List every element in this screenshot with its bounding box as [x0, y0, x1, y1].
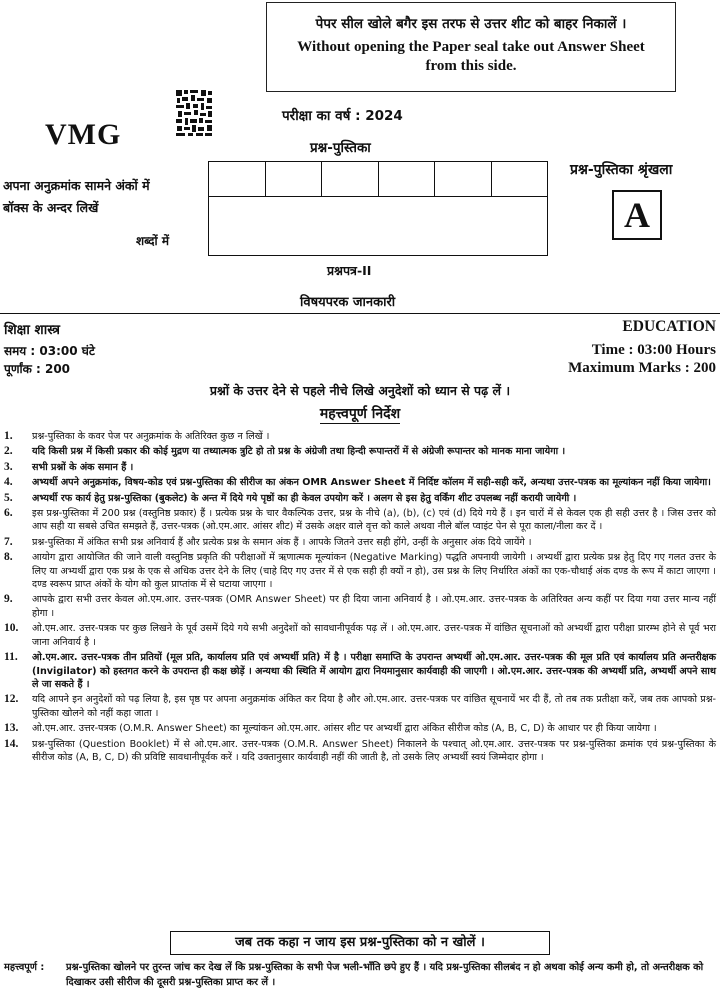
item-number: 12. [4, 693, 19, 706]
roll-number-digit-boxes[interactable] [208, 161, 548, 197]
item-text: आयोग द्वारा आयोजित की जाने वाली वस्तुनिष्ठ प्रकृति की परीक्षाओं में ऋणात्मक मूल्यांकन (Negative Marking) पद्धति अपनायी जायेगी । अभ्यर्थी द्वारा प्रत्येक प्रश्न हेतु दिए गए गलत उत्तर के लिए या अभ्यर्थी द्वारा एक प्रश्न के एक से अधिक उत्तर देने के लिए (चाहे दिए गए उत्तर में से एक सही ही क्यों न हो), उस प्रश्न के लिए निर्धारित अंकों का एक-चौथाई अंक दण्ड के रूप में काटा जाएगा । दण्ड स्वरूप प्राप्त अंकों के योग को कुल प्राप्तांक में से घटाया जाएगा । [32, 552, 716, 591]
item-text: सभी प्रश्नों के अंक समान हैं । [32, 461, 134, 473]
instructions-heading [0, 404, 720, 423]
item-text: प्रश्न-पुस्तिका (Question Booklet) में से ओ.एम.आर. उत्तर-पत्रक (O.M.R. Answer Sheet) निकालने के पश्चात् ओ.एम.आर. उत्तर-पत्रक पर प्रश्न-पुस्तिका क्रमांक एवं प्रश्न-पुस्तिका के सीरीज कोड (A, B, C, D) की प्रविष्टि सावधानीपूर्वक करें । यदि उक्तानुसार कार्यवाही नहीं की जाती है, तो उसके लिए अभ्यर्थी स्वयं जिम्मेदार होगा । [32, 738, 716, 763]
item-number: 3. [4, 460, 13, 473]
seal-english-line1: Without opening the Paper seal take out Answer Sheet [297, 39, 645, 55]
item-number: 8. [4, 551, 13, 564]
list-item [4, 461, 716, 474]
list-item [4, 492, 716, 505]
list-item [4, 476, 716, 489]
subject-title: विषयपरक जानकारी [300, 295, 396, 310]
subject-english: EDUCATION [622, 318, 716, 335]
marks-hindi: पूर्णांक : 200 [4, 362, 71, 376]
list-item [4, 693, 716, 720]
seal-english-line2: from this side. [425, 58, 517, 74]
item-number: 6. [4, 507, 13, 520]
do-not-open-notice: जब तक कहा न जाय इस प्रश्न-पुस्तिका को न खोलें । [170, 931, 550, 955]
roll-digit-box[interactable] [492, 162, 548, 196]
item-number: 13. [4, 722, 19, 735]
subject-hindi: शिक्षा शास्त्र [4, 322, 60, 338]
barcode-icon [174, 88, 214, 138]
list-item [4, 445, 716, 458]
roll-label-line1: अपना अनुक्रमांक सामने अंकों में [3, 178, 150, 193]
roll-label-line2: बॉक्स के अन्दर लिखें [3, 200, 99, 215]
seal-hindi-text: पेपर सील खोले बगैर इस तरफ से उत्तर शीट को बाहर निकालें । [315, 16, 627, 32]
booklet-series-box: A [612, 190, 662, 240]
roll-number-instruction [3, 175, 203, 219]
footer-note-label: महत्त्वपूर्ण : [4, 962, 45, 973]
brand-title: VMG [45, 118, 122, 151]
item-text: ओ.एम.आर. उत्तर-पत्रक पर कुछ लिखने के पूर्व उसमें दिये गये सभी अनुदेशों को सावधानीपूर्वक पढ़ लें । ओ.एम.आर. उत्तर-पत्रक में वांछित सूचनाओं को अभ्यर्थी द्वारा परीक्षा प्रारम्भ होने से पूर्व भरा जाना अनिवार्य है । [32, 623, 716, 648]
list-item [4, 507, 716, 534]
instructions-heading-text: महत्त्वपूर्ण निर्देश [319, 406, 401, 422]
list-item [4, 593, 716, 620]
roll-digit-box[interactable] [266, 162, 323, 196]
roll-digit-box[interactable] [435, 162, 492, 196]
list-item [4, 722, 716, 735]
list-item [4, 738, 716, 765]
item-text: ओ.एम.आर. उत्तर-पत्रक (O.M.R. Answer Sheet) का मूल्यांकन ओ.एम.आर. आंसर शीट पर अभ्यर्थी द्वारा अंकित सीरीज कोड (A, B, C, D) के आधार पर ही किया जायेगा । [32, 723, 657, 735]
list-item [4, 536, 716, 549]
important-footer-note [4, 960, 718, 990]
list-item [4, 651, 716, 691]
item-number: 4. [4, 476, 13, 489]
item-text: अभ्यर्थी अपने अनुक्रमांक, विषय-कोड एवं प्रश्न-पुस्तिका की सीरीज का अंकन OMR Answer Sheet में निर्दिष्ट कॉलम में सही-सही करें, अन्यथा उत्तर-पत्रक का मूल्यांकन नहीं किया जायेगा। [32, 477, 711, 489]
booklet-title: प्रश्न-पुस्तिका [310, 140, 371, 156]
item-text: अभ्यर्थी रफ कार्य हेतु प्रश्न-पुस्तिका (बुकलेट) के अन्त में दिये गये पृष्ठों का ही केवल उपयोग करें । अलग से इस हेतु वर्किंग शीट उपलब्ध नहीं करायी जायेगी । [32, 492, 577, 504]
instructions-list [4, 430, 716, 766]
booklet-series-label: प्रश्न-पुस्तिका श्रृंखला [570, 162, 673, 178]
paper-number: प्रश्नपत्र-II [327, 263, 372, 278]
item-number: 11. [4, 651, 18, 664]
list-item [4, 430, 716, 443]
item-text: प्रश्न-पुस्तिका में अंकित सभी प्रश्न अनिवार्य हैं और प्रत्येक प्रश्न के समान अंक हैं । आपके जितने उत्तर सही होंगे, उन्हीं के अनुसार अंक दिये जायेंगे । [32, 536, 532, 548]
item-number: 14. [4, 737, 19, 750]
item-text: आपके द्वारा सभी उत्तर केवल ओ.एम.आर. उत्तर-पत्रक (OMR Answer Sheet) पर ही दिया जाना अनिवार्य है । ओ.एम.आर. उत्तर-पत्रक के अतिरिक्त अन्य कहीं पर दिया गया उत्तर मान्य नहीं होगा । [32, 594, 716, 619]
exam-year: परीक्षा का वर्ष : 2024 [282, 108, 403, 124]
item-text: यदि किसी प्रश्न में किसी प्रकार की कोई मुद्रण या तथ्यात्मक त्रुटि हो तो प्रश्न के अंग्रेजी तथा हिन्दी रूपान्तरों में से अंग्रेजी रूपान्तर को मानक माना जायेगा । [32, 446, 566, 458]
item-text: प्रश्न-पुस्तिका के कवर पेज पर अनुक्रमांक के अतिरिक्त कुछ न लिखें । [32, 431, 270, 442]
item-number: 2. [4, 445, 13, 458]
item-number: 1. [4, 430, 13, 442]
item-number: 7. [4, 535, 13, 548]
roll-digit-box[interactable] [209, 162, 266, 196]
instructions-intro: प्रश्नों के उत्तर देने से पहले नीचे लिखे अनुदेशों को ध्यान से पढ़ लें । [209, 383, 511, 398]
paper-seal-notice [266, 2, 676, 92]
time-hindi: समय : 03:00 घंटे [4, 344, 95, 358]
footer-note-text: प्रश्न-पुस्तिका खोलने पर तुरन्त जांच कर देख लें कि प्रश्न-पुस्तिका के सभी पेज भली-भाँति छपे हुए हैं । यदि प्रश्न-पुस्तिका सीलबंद न हो अथवा कोई अन्य कमी हो, तो अन्तरीक्षक को दिखाकर उसी सीरीज की दूसरी प्रश्न-पुस्तिका प्राप्त कर लें । [66, 962, 704, 988]
list-item [4, 551, 716, 591]
item-number: 5. [4, 491, 13, 504]
item-text: ओ.एम.आर. उत्तर-पत्रक तीन प्रतियों (मूल प्रति, कार्यालय प्रति एवं अभ्यर्थी प्रति) में है । परीक्षा समाप्ति के उपरान्त अभ्यर्थी ओ.एम.आर. उत्तर-पत्रक की मूल प्रति एवं कार्यालय प्रति अन्तरीक्षक (Invigilator) को हस्तगत करने के उपरान्त ही कक्ष छोड़ें । अन्यथा की स्थिति में आयोग द्वारा नियमानुसार कार्यवाही की जाएगी । ओ.एम.आर. उत्तर-पत्रक की अभ्यर्थी प्रति, अभ्यर्थी अपने साथ ले जा सकते हैं । [32, 652, 716, 690]
roll-digit-box[interactable] [379, 162, 436, 196]
roll-digit-box[interactable] [322, 162, 379, 196]
item-text: यदि आपने इन अनुदेशों को पढ़ लिया है, इस पृष्ठ पर अपना अनुक्रमांक अंकित कर दिया है और ओ.एम.आर. उत्तर-पत्रक पर वांछित सूचनायें भर दी हैं, तो तब तक प्रतीक्षा करें, जब तक आपको प्रश्न-पुस्तिका खोलने को नहीं कहा जाता । [32, 694, 716, 719]
time-english: Time : 03:00 Hours [591, 342, 716, 358]
marks-english: Maximum Marks : 200 [568, 360, 716, 376]
divider [0, 313, 720, 314]
item-text: इस प्रश्न-पुस्तिका में 200 प्रश्न (वस्तुनिष्ठ प्रकार) हैं । प्रत्येक प्रश्न के चार वैकल्पिक उत्तर, प्रश्न के नीचे (a), (b), (c) एवं (d) दिये गये हैं । इन चारों में से केवल एक ही सही उत्तर है । जिस उत्तर को आप सही या सबसे उचित समझते हैं, उत्तर-पत्रक (ओ.एम.आर. आंसर शीट) में उसके अक्षर वाले वृत्त को काले अथवा नीले बॉल प्वाइंट पेन से पूरा काला/नीला कर दें । [32, 508, 716, 533]
item-number: 9. [4, 593, 13, 606]
roll-number-words-box[interactable] [208, 196, 548, 256]
list-item [4, 622, 716, 649]
item-number: 10. [4, 622, 19, 635]
words-label: शब्दों में [136, 234, 169, 248]
